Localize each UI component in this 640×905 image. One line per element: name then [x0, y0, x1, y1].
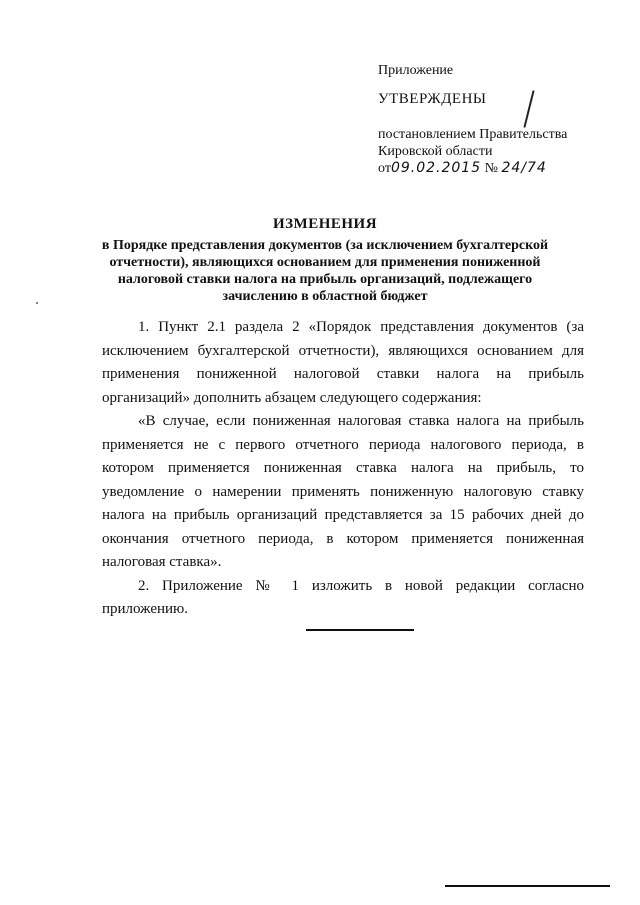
- scan-speck: [36, 302, 38, 304]
- document-heading: [95, 216, 555, 305]
- heading-line-3: налоговой ставки налога на прибыль организаций, подлежащего: [117, 272, 533, 287]
- date-prefix: от: [378, 161, 391, 176]
- approved-label: УТВЕРЖДЕНЫ: [378, 91, 487, 107]
- approval-date-line: [378, 160, 618, 177]
- approval-line-1: постановлением Правительства: [378, 127, 568, 142]
- paragraph-2: «В случае, если пониженная налоговая ставка налога на прибыль применяется не с первого отчетного периода налогового периода, в котором применяется пониженная ставка налога на прибыль, то уведомление о намерении применять пониженную налоговую ставку налога на прибыль организаций представляется за 15 рабочих дней до окончания отчетного периода, в котором применяется пониженная налоговая ставка».: [102, 413, 584, 570]
- document-body: [102, 316, 584, 622]
- footer-line: [445, 885, 610, 887]
- paragraph-3: 2. Приложение № 1 изложить в новой редакции согласно приложению.: [102, 577, 584, 617]
- heading-line-1: в Порядке представления документов (за исключением бухгалтерской: [101, 238, 549, 253]
- approval-line-2: Кировской области: [378, 144, 493, 159]
- heading-title: ИЗМЕНЕНИЯ: [272, 216, 378, 232]
- separator-line: [306, 629, 414, 631]
- heading-line-2: отчетности), являющихся основанием для применения пониженной: [109, 255, 541, 270]
- handwritten-number: 24/74: [501, 160, 547, 176]
- approval-block: [378, 62, 618, 177]
- number-sign: №: [484, 161, 498, 176]
- paragraph-1: 1. Пункт 2.1 раздела 2 «Порядок представления документов (за исключением бухгалтерской отчетности), являющихся основанием для применения пониженной налоговой ставки налога на прибыль организаций» дополнить абзацем следующего содержания:: [102, 319, 584, 406]
- handwritten-date: 09.02.2015: [390, 160, 482, 176]
- heading-line-4: зачислению в областной бюджет: [222, 289, 428, 304]
- appendix-label: Приложение: [378, 63, 454, 78]
